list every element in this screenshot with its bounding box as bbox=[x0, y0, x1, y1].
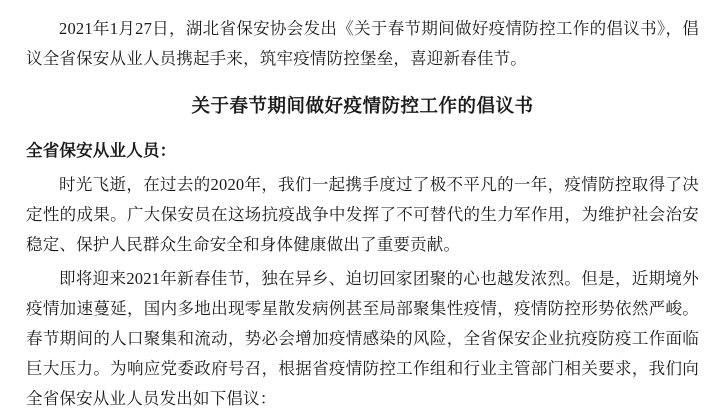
page-title: 关于春节期间做好疫情防控工作的倡议书 bbox=[191, 97, 534, 117]
body-paragraph-2: 即将迎来2021年新春佳节，独在异乡、迫切回家团聚的心也越发浓烈。但是，近期境外疫情加速蔓延，国内多地出现零星散发病例甚至局部聚集性疫情，疫情防控形势依然严峻。春节期间的人口聚集和流动，势必会增加疫情感染的风险，全省保安企业抗疫防疫工作面临巨大压力。为响应党委政府号召，根据省疫情防控工作组和行业主管部门相关要求，我们向全省保安从业人员发出如下倡议： bbox=[26, 269, 699, 408]
body-paragraph-1: 时光飞逝，在过去的2020年，我们一起携手度过了极不平凡的一年，疫情防控取得了决定性的成果。广大保安员在这场抗疫战争中发挥了不可替代的生力军作用，为维护社会治安稳定、保护人民群众生命安全和身体健康做出了重要贡献。 bbox=[26, 175, 699, 254]
lead-paragraph: 2021年1月27日，湖北省保安协会发出《关于春节期间做好疫情防控工作的倡议书》，倡议全省保安从业人员携起手来，筑牢疫情防控堡垒，喜迎新春佳节。 bbox=[26, 19, 699, 68]
salutation: 全省保安从业人员： bbox=[26, 141, 177, 160]
